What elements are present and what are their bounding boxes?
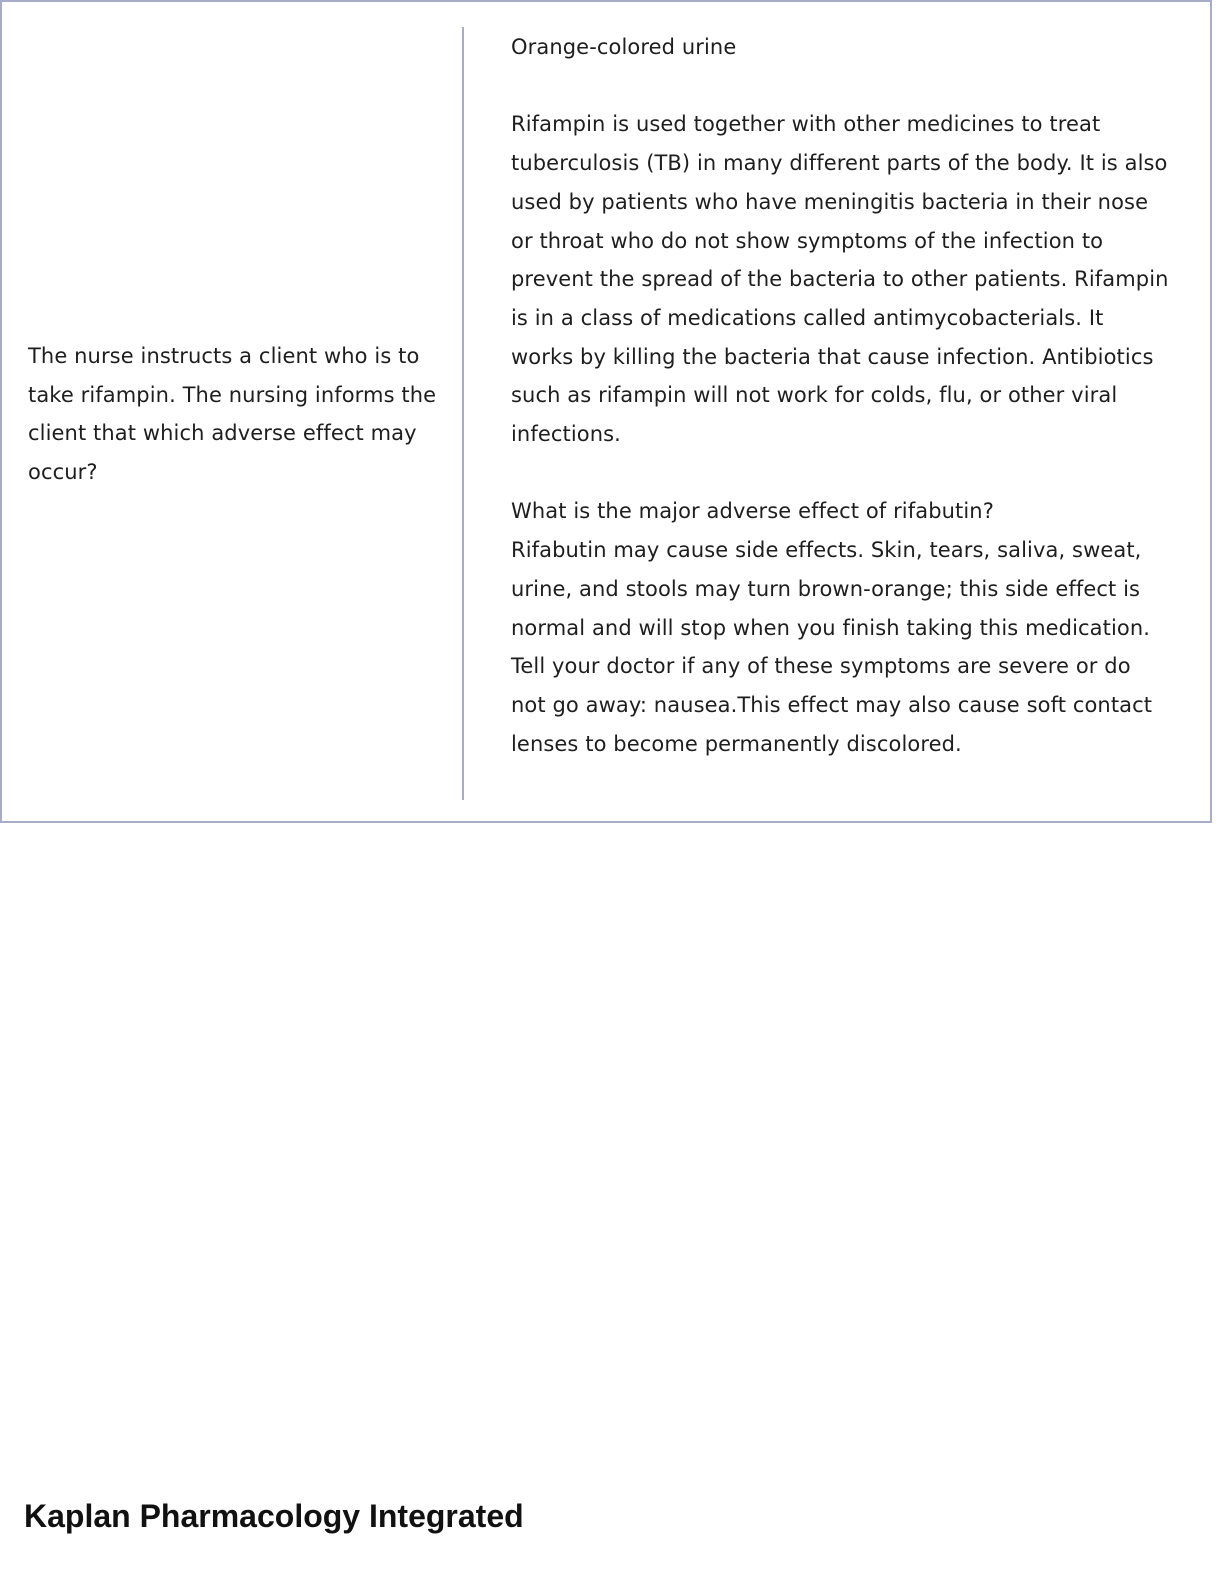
followup-answer: Rifabutin may cause side effects. Skin, tears, saliva, sweat, urine, and stools may turn brown-orange; this side effect is normal and will stop when you finish taking this medication. Tell your doctor if any of these symptoms are severe or do not go away: nausea.This effect may also cause soft contact lenses to become permanently discolored. — [511, 538, 1153, 756]
card-question: The nurse instructs a client who is to take rifampin. The nursing informs the client that which adverse effect may occur? — [28, 344, 437, 485]
card-divider — [462, 27, 464, 800]
answer-explanation: Rifampin is used together with other medicines to treat tuberculosis (TB) in many different parts of the body. It is also used by patients who have meningitis bacteria in their nose or throat who do not show symptoms of the infection to prevent the spread of the bacteria to other patients. Rifampin is in a class of medications called antimycobacterials. It works by killing the bacteria that cause infection. Antibiotics such as rifampin will not work for colds, flu, or other viral infections. — [511, 112, 1169, 447]
card-answer — [511, 28, 1171, 763]
followup-question: What is the major adverse effect of rifabutin? — [511, 499, 994, 524]
paragraph-gap — [511, 454, 1171, 493]
deck-title: Kaplan Pharmacology Integrated — [24, 1498, 524, 1534]
paragraph-gap — [511, 67, 1171, 106]
answer-short: Orange-colored urine — [511, 35, 737, 59]
